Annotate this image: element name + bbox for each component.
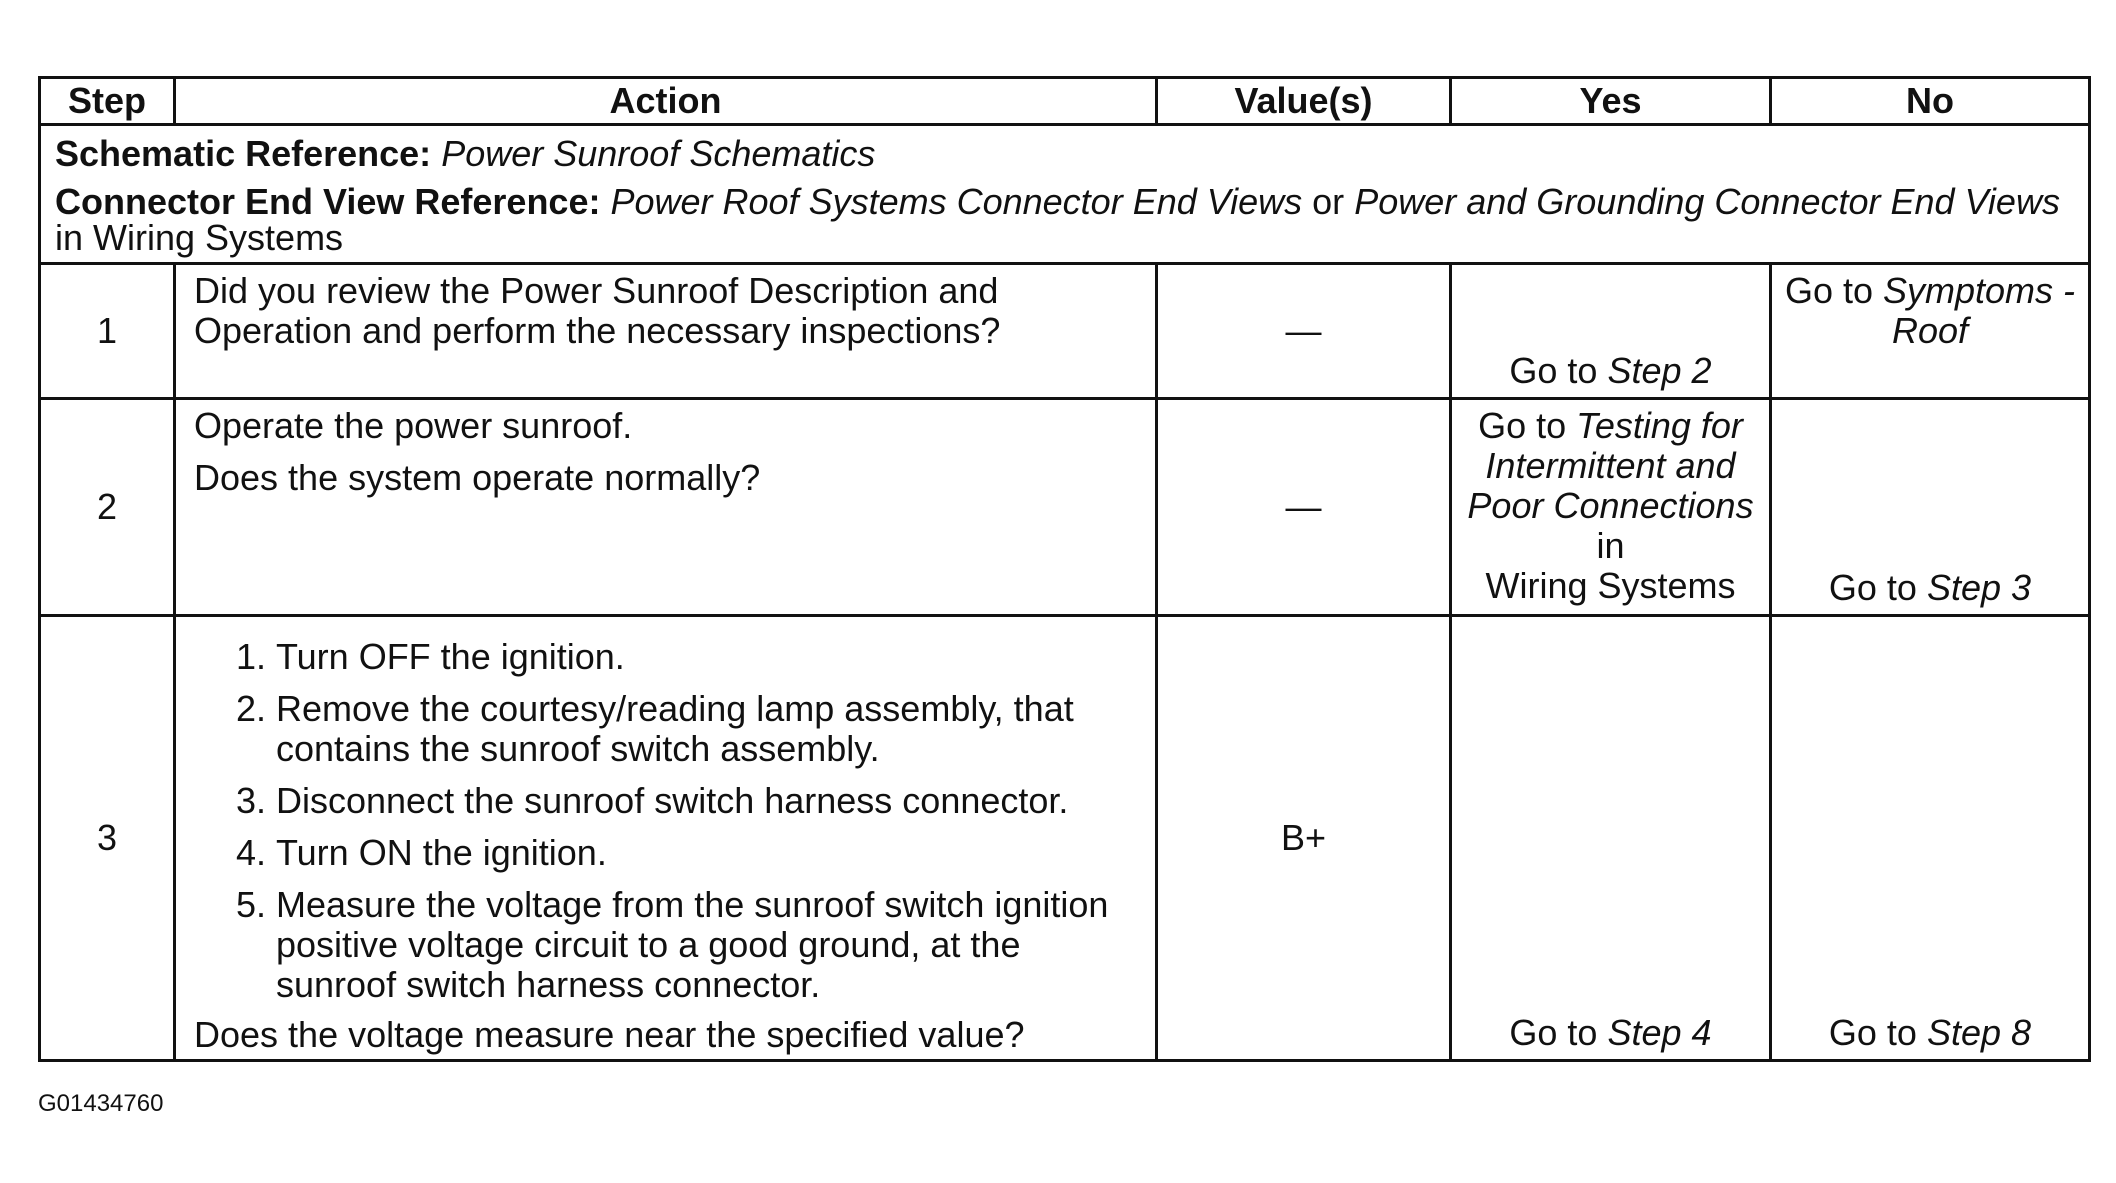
connector-reference-link-2[interactable]: Power and Grounding Connector End Views — [1354, 181, 2060, 222]
no-prefix: Go to — [1828, 1012, 1917, 1053]
diagnostic-table — [38, 76, 2091, 1062]
substep-item: 5. Measure the voltage from the sunroof switch ignition positive voltage circuit to a good ground, at the sunroof switch harness connector. — [276, 885, 1137, 1005]
no-cell — [1771, 399, 2090, 616]
yes-prefix: Go to — [1509, 1012, 1598, 1053]
header-step: Step — [40, 78, 175, 125]
value-cell: B+ — [1157, 616, 1451, 1061]
header-action: Action — [175, 78, 1157, 125]
schematic-reference — [55, 134, 2074, 174]
step-number: 3 — [40, 616, 175, 1061]
no-cell — [1771, 264, 2090, 399]
substep-item: 1. Turn OFF the ignition. — [276, 637, 1137, 677]
connector-reference-suffix: in Wiring Systems — [55, 217, 344, 258]
header-row — [40, 78, 2090, 125]
connector-reference-link-1[interactable]: Power Roof Systems Connector End Views — [610, 181, 1303, 222]
yes-suffix[interactable]: Wiring Systems — [1485, 565, 1736, 606]
yes-cell — [1451, 264, 1771, 399]
yes-cell — [1451, 616, 1771, 1061]
substep-item: 2. Remove the courtesy/reading lamp assembly, that contains the sunroof switch assembly. — [276, 689, 1137, 769]
action-line-2: Does the system operate normally? — [194, 457, 761, 498]
yes-cell — [1451, 399, 1771, 616]
figure-id: G01434760 — [38, 1090, 164, 1117]
no-prefix: Go to — [1828, 567, 1917, 608]
schematic-reference-link[interactable]: Power Sunroof Schematics — [441, 133, 876, 174]
yes-prefix: Go to — [1509, 350, 1598, 391]
table-row-step-1 — [40, 264, 2090, 399]
action-cell — [175, 399, 1157, 616]
action-cell — [175, 616, 1157, 1061]
schematic-reference-label: Schematic Reference: — [55, 133, 432, 174]
no-prefix: Go to — [1784, 270, 1873, 311]
substep-item: 3. Disconnect the sunroof switch harness connector. — [276, 781, 1137, 821]
header-yes: Yes — [1451, 78, 1771, 125]
action-text: Did you review the Power Sunroof Description and Operation and perform the necessary inspections? — [194, 270, 1001, 351]
action-line-1: Operate the power sunroof. — [194, 405, 633, 446]
table-row-step-2 — [40, 399, 2090, 616]
yes-link[interactable]: Step 4 — [1607, 1012, 1712, 1053]
connector-reference-label: Connector End View Reference: — [55, 181, 601, 222]
table-row-step-3 — [40, 616, 2090, 1061]
header-no: No — [1771, 78, 2090, 125]
action-question: Does the voltage measure near the specified value? — [194, 1014, 1025, 1055]
value-cell: — — [1157, 264, 1451, 399]
connector-reference-or: or — [1312, 181, 1345, 222]
step-number: 1 — [40, 264, 175, 399]
no-cell — [1771, 616, 2090, 1061]
substep-item: 4. Turn ON the ignition. — [276, 833, 1137, 873]
action-cell — [175, 264, 1157, 399]
value-cell: — — [1157, 399, 1451, 616]
yes-in: in — [1596, 525, 1625, 566]
reference-cell — [40, 125, 2090, 264]
no-link[interactable]: Symptoms - Roof — [1883, 270, 2076, 351]
substep-list — [194, 637, 1137, 1005]
yes-link[interactable]: Step 2 — [1607, 350, 1712, 391]
connector-reference — [55, 181, 2074, 258]
no-link[interactable]: Step 8 — [1926, 1012, 2032, 1053]
reference-row — [40, 125, 2090, 264]
no-link[interactable]: Step 3 — [1926, 567, 2032, 608]
yes-link[interactable]: Testing for Intermittent and Poor Connections — [1467, 405, 1754, 526]
step-number: 2 — [40, 399, 175, 616]
yes-prefix: Go to — [1478, 405, 1567, 446]
header-values: Value(s) — [1157, 78, 1451, 125]
